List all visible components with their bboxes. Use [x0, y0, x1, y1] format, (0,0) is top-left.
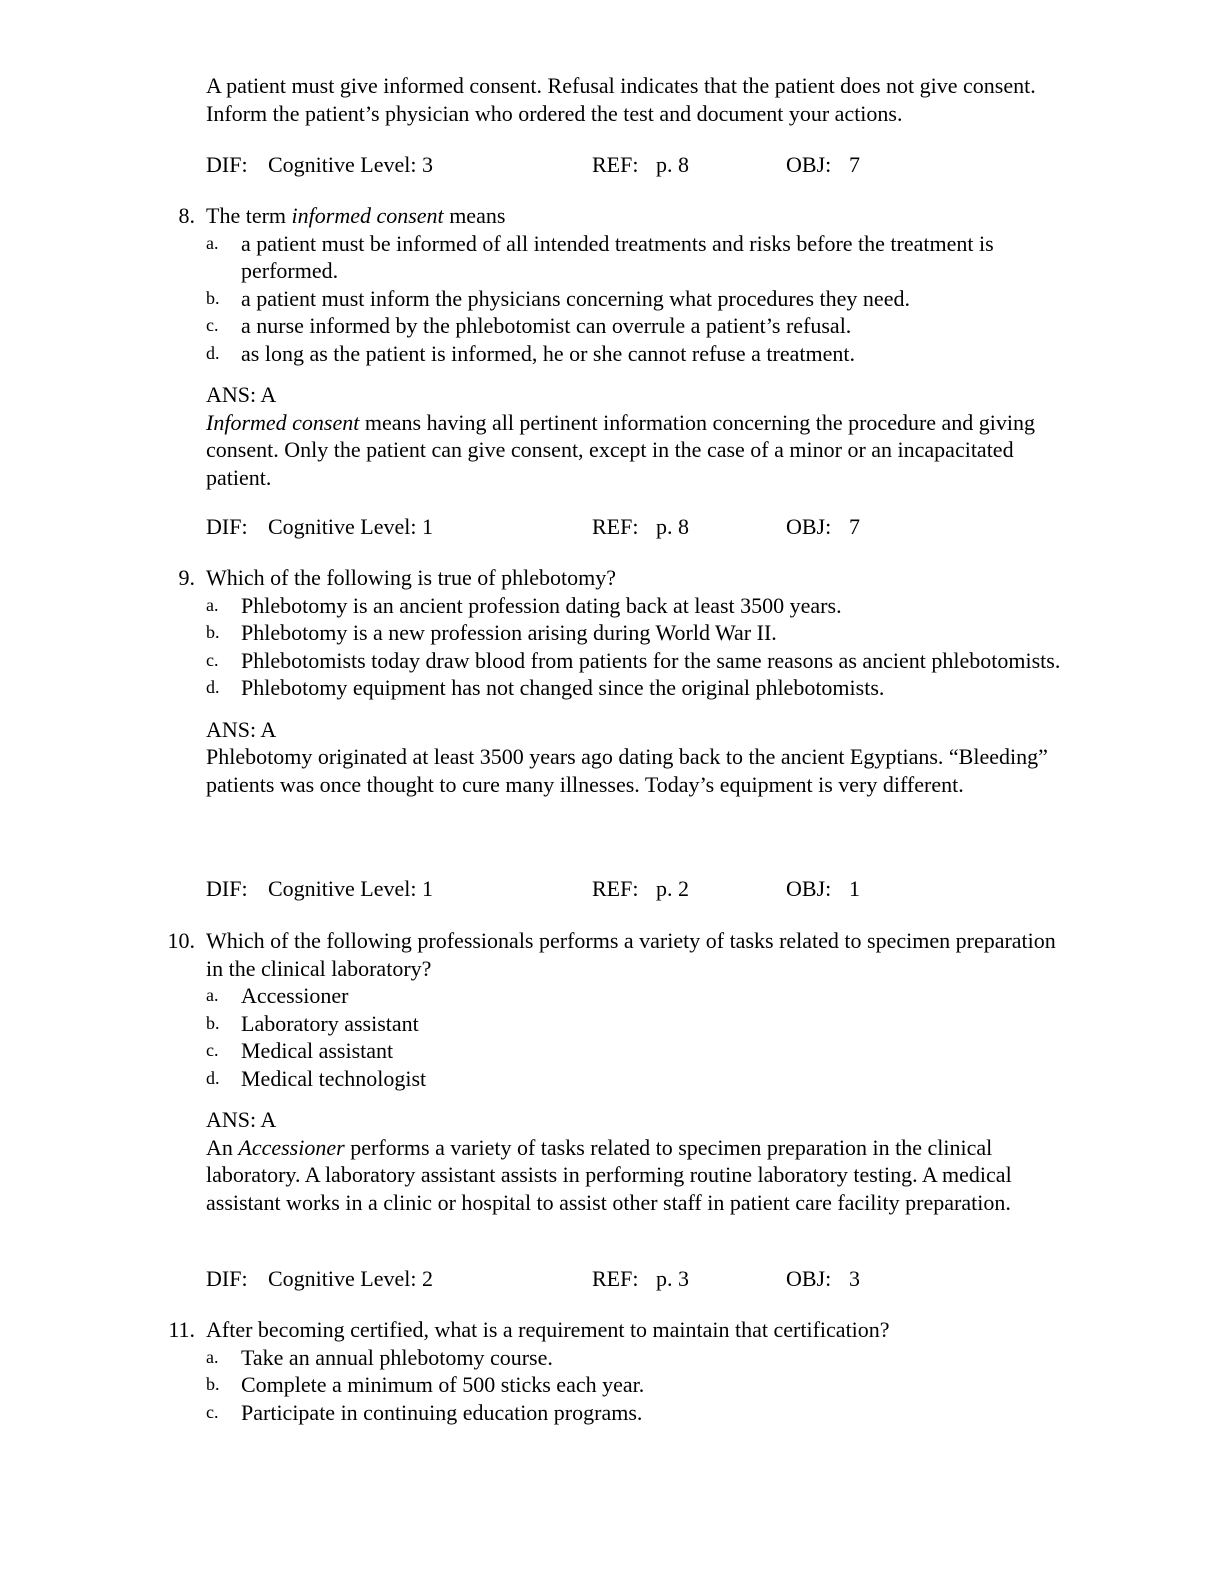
- dif-value: Cognitive Level: 3: [268, 152, 433, 177]
- option-letter: c.: [206, 649, 219, 670]
- options-list: [206, 230, 1070, 368]
- option-letter: d.: [206, 1067, 220, 1088]
- obj-label: OBJ:: [786, 876, 832, 901]
- q7-rationale: [206, 72, 1066, 127]
- option-letter: d.: [206, 677, 220, 697]
- option-c: [206, 647, 1070, 675]
- answer-label: ANS: A: [206, 1107, 277, 1132]
- obj-label: OBJ:: [786, 152, 832, 177]
- option-a: [206, 592, 1070, 620]
- option-d: [206, 340, 1070, 368]
- options-list: [206, 982, 1070, 1092]
- ref-label: REF:: [592, 1266, 639, 1291]
- ref-value: p. 3: [656, 1266, 689, 1291]
- question-number: 11.: [168, 1317, 195, 1342]
- options-list: [206, 1344, 1070, 1427]
- option-letter: b.: [206, 1012, 220, 1033]
- ref-label: REF:: [592, 876, 639, 901]
- option-letter: a.: [206, 1346, 219, 1367]
- option-c: [206, 1037, 1070, 1065]
- obj-value: 3: [849, 1266, 860, 1291]
- option-text: Take an annual phlebotomy course.: [241, 1344, 553, 1370]
- question-stem: Which of the following professionals performs a variety of tasks related to specimen preparation in the clinical laboratory?: [206, 928, 1056, 981]
- question-10: [150, 927, 1070, 1216]
- rationale-prefix: An: [206, 1134, 239, 1160]
- stem-suffix: means: [443, 203, 506, 228]
- stem-italic: informed consent: [291, 203, 444, 228]
- rationale-italic: Informed consent: [206, 409, 360, 435]
- option-text: Medical technologist: [241, 1065, 427, 1091]
- option-letter: d.: [206, 342, 220, 363]
- option-b: [206, 1371, 1070, 1399]
- obj-value: 7: [849, 152, 860, 177]
- answer-label: ANS: A: [206, 716, 277, 742]
- option-letter: b.: [206, 622, 220, 642]
- option-letter: c.: [206, 315, 219, 335]
- dif-label: DIF:: [206, 152, 248, 177]
- q8-ref-row: [206, 513, 906, 541]
- option-text: a patient must inform the physicians concerning what procedures they need.: [241, 285, 910, 311]
- stem-prefix: The term: [206, 203, 292, 228]
- option-text: a nurse informed by the phlebotomist can overrule a patient’s refusal.: [241, 313, 852, 338]
- option-d: [206, 1065, 1070, 1093]
- question-number: 10.: [167, 928, 195, 953]
- option-letter: a.: [206, 232, 219, 253]
- option-letter: a.: [206, 594, 219, 615]
- option-text: Complete a minimum of 500 sticks each year.: [241, 1372, 645, 1397]
- ref-value: p. 8: [656, 514, 689, 539]
- question-stem: Which of the following is true of phlebotomy?: [206, 565, 616, 590]
- question-11: [150, 1316, 1070, 1426]
- option-a: [206, 230, 1070, 285]
- option-text: as long as the patient is informed, he or she cannot refuse a treatment.: [241, 340, 855, 366]
- option-text: Phlebotomy is an ancient profession dating back at least 3500 years.: [241, 592, 842, 618]
- question-number: 9.: [178, 565, 195, 590]
- dif-label: DIF:: [206, 876, 248, 901]
- ref-label: REF:: [592, 152, 639, 177]
- option-c: [206, 1399, 1070, 1427]
- option-letter: a.: [206, 985, 219, 1005]
- question-9: [150, 564, 1070, 798]
- answer-rationale: Phlebotomy originated at least 3500 years ago dating back to the ancient Egyptians. “Bleeding” patients was once thought to cure many illnesses. Today’s equipment is very different.: [206, 744, 1048, 797]
- answer-rationale: [206, 409, 1070, 492]
- rationale-text: means having all pertinent information concerning the procedure and giving consent. Only the patient can give consent, except in the case of a minor or an incapacitated patient.: [206, 409, 1036, 490]
- question-number: 8.: [178, 203, 195, 228]
- ref-label: REF:: [592, 514, 639, 539]
- option-text: Participate in continuing education programs.: [241, 1399, 643, 1425]
- q7-ref-row: [206, 151, 906, 179]
- options-list: [206, 592, 1070, 702]
- dif-label: DIF:: [206, 514, 248, 539]
- dif-value: Cognitive Level: 1: [268, 514, 433, 539]
- option-letter: b.: [206, 287, 220, 308]
- question-stem: [206, 202, 1070, 230]
- option-b: [206, 285, 1070, 313]
- option-letter: c.: [206, 1401, 219, 1422]
- option-text: Medical assistant: [241, 1038, 394, 1063]
- dif-value: Cognitive Level: 1: [268, 876, 433, 901]
- ref-value: p. 8: [656, 152, 689, 177]
- option-a: [206, 1344, 1070, 1372]
- option-letter: b.: [206, 1374, 220, 1394]
- option-text: Accessioner: [241, 983, 349, 1008]
- rationale-italic: Accessioner: [238, 1134, 345, 1160]
- option-text: Phlebotomy equipment has not changed since the original phlebotomists.: [241, 675, 885, 700]
- option-a: [206, 982, 1070, 1010]
- option-text: Phlebotomists today draw blood from patients for the same reasons as ancient phlebotomists.: [241, 647, 1061, 673]
- obj-value: 1: [849, 876, 860, 901]
- dif-value: Cognitive Level: 2: [268, 1266, 433, 1291]
- question-stem: After becoming certified, what is a requirement to maintain that certification?: [206, 1317, 890, 1342]
- option-letter: c.: [206, 1040, 219, 1060]
- obj-label: OBJ:: [786, 1266, 832, 1291]
- option-text: a patient must be informed of all intended treatments and risks before the treatment is performed.: [241, 230, 994, 283]
- option-text: Phlebotomy is a new profession arising during World War II.: [241, 620, 777, 645]
- q9-ref-row: [206, 875, 906, 903]
- question-8: [150, 202, 1070, 491]
- rationale-text: performs a variety of tasks related to specimen preparation in the clinical laboratory. A laboratory assistant assists in performing routine laboratory testing. A medical assistant works in a clinic or hospital to assist other staff in patient care facility preparation.: [206, 1134, 1012, 1215]
- ref-value: p. 2: [656, 876, 689, 901]
- answer-rationale: [206, 1134, 1070, 1217]
- option-b: [206, 619, 1070, 647]
- q7-rationale-text: A patient must give informed consent. Refusal indicates that the patient does not give consent. Inform the patient’s physician who ordered the test and document your actions.: [206, 73, 1036, 126]
- dif-label: DIF:: [206, 1266, 248, 1291]
- answer-label: ANS: A: [206, 382, 277, 407]
- option-d: [206, 674, 1070, 702]
- obj-value: 7: [849, 514, 860, 539]
- option-b: [206, 1010, 1070, 1038]
- q10-ref-row: [206, 1265, 906, 1293]
- option-c: [206, 312, 1070, 340]
- option-text: Laboratory assistant: [241, 1010, 419, 1036]
- obj-label: OBJ:: [786, 514, 832, 539]
